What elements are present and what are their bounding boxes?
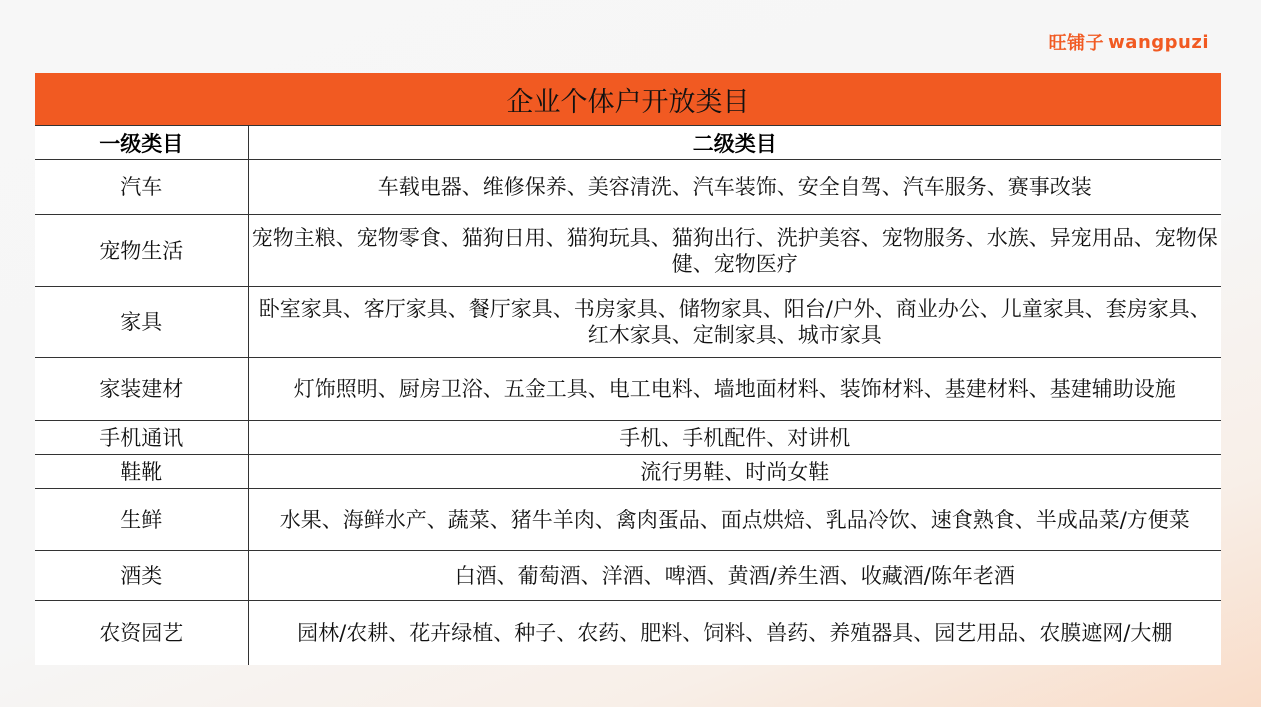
table-row bbox=[35, 455, 1221, 489]
level1-cell: 家装建材 bbox=[35, 358, 248, 421]
category-table-container bbox=[35, 73, 1221, 665]
level1-cell: 农资园艺 bbox=[35, 601, 248, 665]
brand-logo bbox=[1049, 30, 1209, 54]
level2-cell: 卧室家具、客厅家具、餐厅家具、书房家具、储物家具、阳台/户外、商业办公、儿童家具、套房家具、红木家具、定制家具、城市家具 bbox=[248, 287, 1221, 358]
table-row bbox=[35, 489, 1221, 551]
level2-cell: 园林/农耕、花卉绿植、种子、农药、肥料、饲料、兽药、养殖器具、园艺用品、农膜遮网/大棚 bbox=[297, 620, 1173, 645]
level1-cell: 宠物生活 bbox=[35, 215, 248, 287]
level2-cell: 宠物主粮、宠物零食、猫狗日用、猫狗玩具、猫狗出行、洗护美容、宠物服务、水族、异宠用品、宠物保健、宠物医疗 bbox=[248, 215, 1221, 287]
table-row bbox=[35, 551, 1221, 601]
column-header-level2: 二级类目 bbox=[248, 126, 1221, 160]
level2-cell: 流行男鞋、时尚女鞋 bbox=[248, 455, 1221, 489]
level2-cell: 白酒、葡萄酒、洋酒、啤酒、黄酒/养生酒、收藏酒/陈年老酒 bbox=[248, 551, 1221, 601]
level1-cell: 家具 bbox=[35, 287, 248, 358]
brand-name-en: wangpuzi bbox=[1108, 31, 1209, 53]
table-row bbox=[35, 287, 1221, 358]
level1-cell: 酒类 bbox=[35, 551, 248, 601]
level1-cell: 手机通讯 bbox=[35, 421, 248, 455]
level2-cell: 灯饰照明、厨房卫浴、五金工具、电工电料、墙地面材料、装饰材料、基建材料、基建辅助设施 bbox=[248, 358, 1221, 421]
table-row bbox=[35, 160, 1221, 215]
category-table bbox=[35, 73, 1221, 665]
level1-cell: 汽车 bbox=[35, 160, 248, 215]
table-row bbox=[35, 358, 1221, 421]
table-row bbox=[35, 215, 1221, 287]
level2-cell: 车载电器、维修保养、美容清洗、汽车装饰、安全自驾、汽车服务、赛事改装 bbox=[248, 160, 1221, 215]
brand-name-cn: 旺铺子 bbox=[1048, 33, 1105, 54]
table-title: 企业个体户开放类目 bbox=[35, 73, 1221, 126]
table-row bbox=[35, 601, 1221, 665]
level2-cell: 手机、手机配件、对讲机 bbox=[248, 421, 1221, 455]
column-header-level1: 一级类目 bbox=[35, 126, 248, 160]
level1-cell: 鞋靴 bbox=[35, 455, 248, 489]
level1-cell: 生鲜 bbox=[35, 489, 248, 551]
level2-cell: 水果、海鲜水产、蔬菜、猪牛羊肉、禽肉蛋品、面点烘焙、乳品冷饮、速食熟食、半成品菜/方便菜 bbox=[248, 489, 1221, 551]
table-row bbox=[35, 421, 1221, 455]
